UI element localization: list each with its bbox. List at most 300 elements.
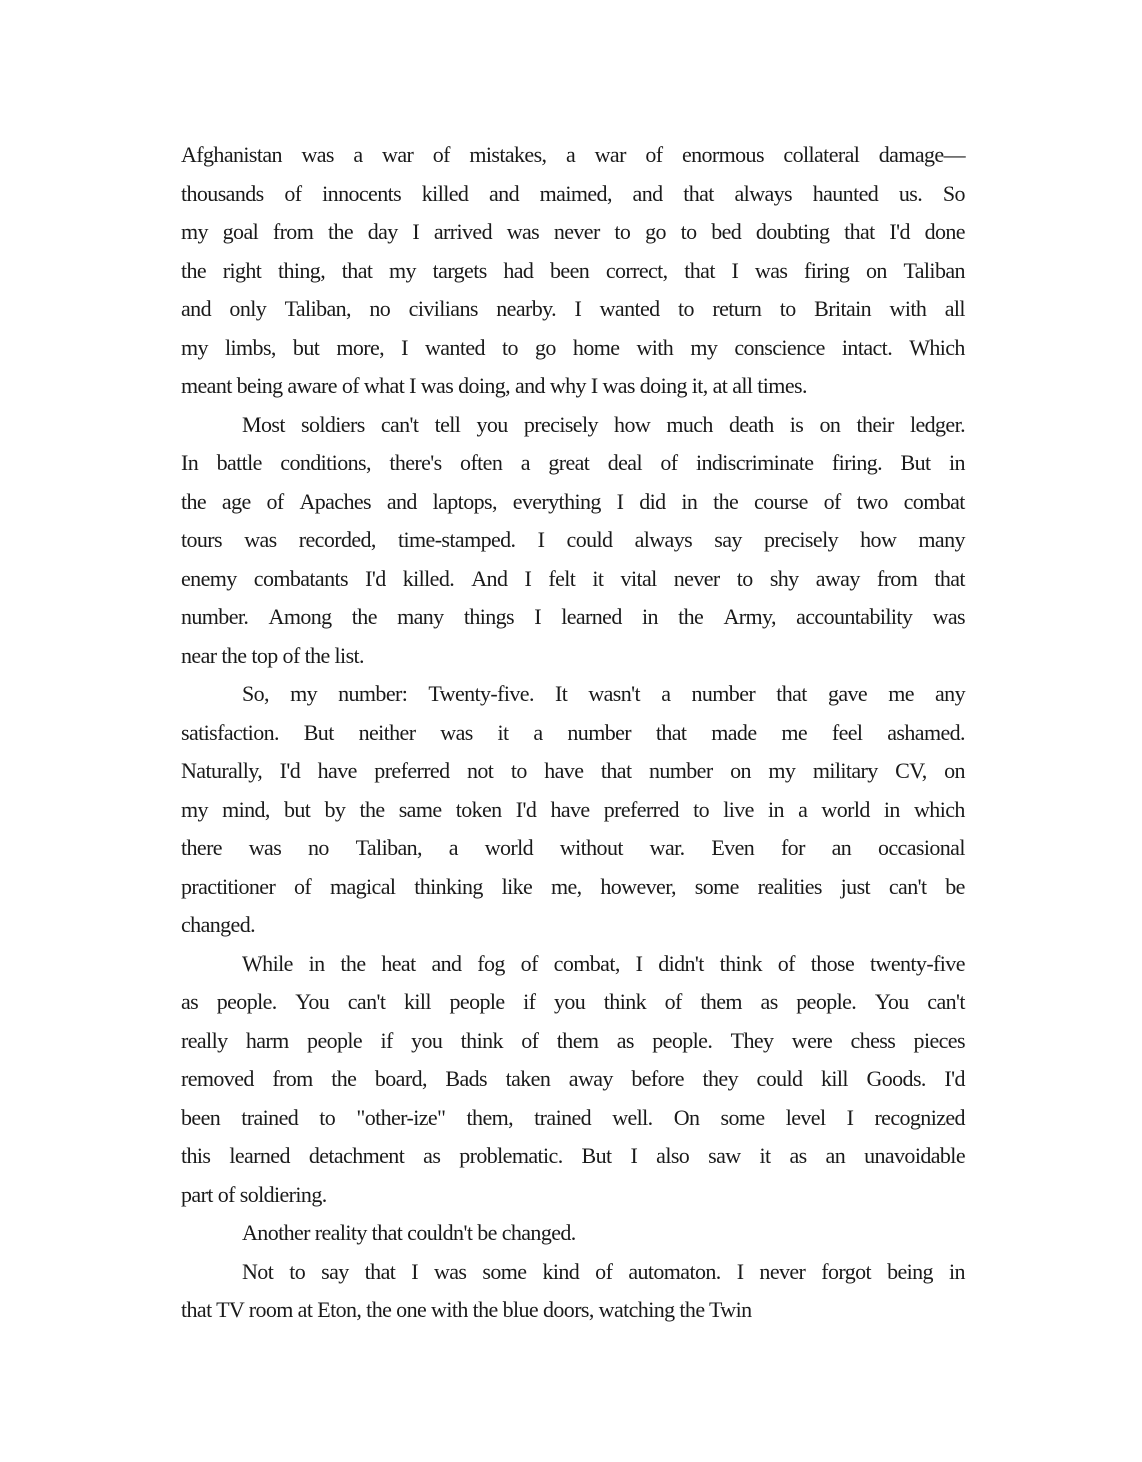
word: been [550, 257, 590, 283]
word: So, [242, 681, 269, 706]
word: in [767, 796, 784, 822]
word: which [914, 796, 965, 822]
word: age [221, 488, 251, 514]
word: I [635, 950, 643, 976]
word: more, [336, 334, 385, 360]
word: You [874, 989, 909, 1014]
word: fog [477, 950, 505, 976]
word: an [825, 1143, 846, 1168]
word: maimed, [539, 180, 612, 206]
word: same [398, 796, 442, 822]
paragraph [181, 675, 965, 945]
text-line: Another reality that couldn't be changed. [242, 1220, 576, 1245]
word: firing [804, 257, 850, 283]
text-line: that TV room at Eton, the one with the blue doors, watching the Twin [181, 1297, 752, 1322]
word: return [712, 296, 762, 321]
word: enormous [681, 142, 764, 167]
word: felt [548, 565, 576, 591]
word: in [883, 796, 900, 822]
word: on [865, 257, 887, 283]
word: precisely [763, 527, 838, 552]
word: however, [600, 873, 676, 899]
word: the [678, 604, 704, 629]
word: a [520, 450, 530, 475]
word: in [681, 488, 698, 514]
word: Army, [723, 604, 776, 629]
word: ledger. [909, 411, 965, 437]
word: realities [757, 873, 822, 899]
word: of [521, 1027, 539, 1053]
word: people [307, 1027, 363, 1053]
word: never [759, 1258, 806, 1284]
word: the [181, 488, 207, 514]
word: of [266, 488, 284, 514]
word: I [534, 604, 541, 629]
word: that [844, 219, 875, 244]
word: like [501, 873, 533, 899]
word: as [181, 989, 199, 1014]
word: wasn't [588, 681, 641, 706]
word: away [815, 565, 860, 591]
word: many [397, 604, 444, 629]
text-line [181, 136, 965, 175]
word: of [520, 950, 538, 976]
word: it [759, 1143, 771, 1168]
word: thinking [414, 873, 483, 899]
word: some [694, 873, 739, 899]
text-line [181, 290, 965, 329]
word: removed [181, 1066, 254, 1091]
text-line: meant being aware of what I was doing, and why I was doing it, at all times. [181, 373, 807, 398]
word: wanted [424, 334, 485, 360]
word: I [412, 219, 420, 244]
word: world [484, 835, 534, 860]
word: this [181, 1143, 211, 1168]
word: everything [512, 488, 601, 514]
word: learned [561, 604, 622, 629]
word: chess [850, 1027, 896, 1053]
word: you [411, 1027, 443, 1053]
word: problematic. [459, 1143, 563, 1168]
text-line [181, 1253, 965, 1292]
word: Most [242, 411, 285, 437]
word: arrived [433, 219, 492, 244]
word: the [359, 796, 385, 822]
word: people. [216, 989, 277, 1014]
word: accountability [796, 604, 913, 629]
word: number [567, 719, 631, 745]
word: all [944, 296, 965, 321]
word: Taliban, [355, 835, 422, 860]
word: you [553, 989, 586, 1014]
word: recorded, [298, 527, 376, 552]
word: my [768, 758, 796, 783]
word: could [566, 527, 613, 552]
word: occasional [877, 835, 965, 860]
word: can't [347, 989, 386, 1014]
text-line [181, 252, 965, 291]
word: kill [820, 1066, 848, 1091]
word: ashamed. [887, 719, 965, 745]
text-line [181, 1137, 965, 1176]
word: be [945, 873, 965, 899]
word: of [595, 1258, 613, 1284]
word: In [181, 450, 199, 475]
word: as [789, 1143, 807, 1168]
word: great [548, 450, 590, 475]
word: done [924, 219, 965, 244]
word: nearby. [496, 296, 556, 321]
word: that [600, 758, 632, 783]
word: think [460, 1027, 503, 1053]
word: have [317, 758, 357, 783]
word: two [856, 488, 888, 514]
word: on [730, 758, 751, 783]
word: many [918, 527, 965, 552]
word: home [572, 334, 620, 360]
word: Twenty-five. [428, 681, 534, 706]
word: You [295, 989, 330, 1014]
word: mind, [222, 796, 270, 822]
word: It [554, 681, 568, 706]
word: think [603, 989, 647, 1014]
word: I [846, 1104, 854, 1130]
word: the [713, 488, 739, 514]
text-line [181, 868, 965, 907]
word: was [506, 219, 540, 244]
word: heat [381, 950, 416, 976]
word: in [308, 950, 325, 976]
word: I'd [365, 565, 386, 591]
word: and [632, 180, 663, 206]
word: that [341, 257, 373, 283]
word: on [819, 411, 841, 437]
paragraph [181, 406, 965, 676]
word: detachment [308, 1143, 405, 1168]
word: feel [831, 719, 863, 745]
word: being [887, 1258, 933, 1284]
word: well. [612, 1104, 653, 1130]
word: automaton. [628, 1258, 721, 1284]
word: conditions, [280, 450, 371, 475]
word: Which [909, 334, 965, 360]
word: Bads [445, 1066, 488, 1091]
text-line: part of soldiering. [181, 1181, 327, 1207]
word: I [537, 527, 545, 552]
word: had [503, 257, 534, 283]
word: combat, [553, 950, 620, 976]
word: to [736, 565, 753, 591]
word: I [616, 488, 624, 514]
word: trained [534, 1104, 592, 1130]
word: some [720, 1104, 765, 1130]
word: battle [216, 450, 262, 475]
word: twenty-five [870, 950, 965, 976]
word: of [660, 450, 678, 475]
word: made [711, 719, 757, 745]
word: a [565, 142, 576, 167]
word: in [641, 604, 658, 629]
word: tell [434, 411, 461, 437]
word: goal [222, 219, 259, 244]
word: haunted [812, 180, 879, 206]
text-line [181, 406, 965, 445]
word: I [401, 334, 408, 360]
word: and [489, 180, 519, 206]
word: to [502, 334, 518, 360]
word: thing, [277, 257, 326, 283]
word: was [244, 527, 277, 552]
word: bed [711, 219, 742, 244]
text-line [181, 175, 965, 214]
word: of [664, 989, 682, 1014]
word: indiscriminate [695, 450, 814, 475]
word: thousands [181, 180, 264, 206]
word: limbs, [225, 334, 276, 360]
word: day [367, 219, 398, 244]
word: military [812, 758, 878, 783]
word: always [734, 180, 793, 206]
word: death [728, 411, 774, 437]
word: Britain [814, 296, 872, 321]
word: that [684, 257, 715, 283]
word: can't [888, 873, 927, 899]
word: world [821, 796, 870, 822]
word: conscience [734, 334, 825, 360]
word: kill [403, 989, 431, 1014]
word: as [616, 1027, 634, 1053]
word: before [631, 1066, 684, 1091]
word: wanted [599, 296, 660, 321]
word: collateral [783, 142, 860, 167]
word: to [289, 1258, 306, 1284]
word: them [556, 1027, 599, 1053]
word: laptops, [432, 488, 497, 514]
word: time-stamped. [398, 527, 516, 552]
word: a [533, 719, 543, 745]
word: no [307, 835, 329, 860]
word: to [779, 296, 796, 321]
word: gave [827, 681, 868, 706]
word: their [856, 411, 894, 437]
word: in [948, 1258, 965, 1284]
word: of [823, 488, 841, 514]
word: Goods. [866, 1066, 926, 1091]
word: my [290, 681, 317, 706]
word: I [411, 1258, 418, 1284]
text-line [181, 983, 965, 1022]
word: I [736, 1258, 744, 1284]
word: just [840, 873, 871, 899]
word: On [673, 1104, 700, 1130]
word: to [510, 758, 527, 783]
word: was [301, 142, 334, 167]
word: and [386, 488, 417, 514]
word: they [702, 1066, 738, 1091]
word: that [364, 1258, 396, 1284]
paragraph [181, 1214, 965, 1253]
word: vital [620, 565, 657, 591]
word: the [331, 1066, 357, 1091]
paragraph [181, 136, 965, 406]
word: neither [358, 719, 416, 745]
word: I [574, 296, 582, 321]
word: I [731, 257, 739, 283]
word: much [666, 411, 713, 437]
word: civilians [408, 296, 478, 321]
word: my [389, 257, 416, 283]
word: killed [421, 180, 469, 206]
word: a [353, 142, 363, 167]
word: and [431, 950, 462, 976]
word: number. [181, 604, 249, 629]
word: But [581, 1143, 612, 1168]
word: think [719, 950, 762, 976]
word: mistakes, [469, 142, 547, 167]
word: board, [374, 1066, 427, 1091]
word: of [294, 873, 312, 899]
word: no [369, 296, 391, 321]
word: CV, [895, 758, 927, 783]
word: people [449, 989, 505, 1014]
word: go [645, 219, 666, 244]
text-line [181, 714, 965, 753]
word: And [471, 565, 508, 591]
text-line [181, 1099, 965, 1138]
word: I [524, 565, 532, 591]
word: people. [652, 1027, 713, 1053]
word: They [730, 1027, 774, 1053]
word: intact. [841, 334, 893, 360]
word: But [303, 719, 334, 745]
word: Afghanistan [181, 142, 282, 167]
word: in [948, 450, 965, 475]
text-line [181, 945, 965, 984]
word: I [630, 1143, 638, 1168]
word: people. [796, 989, 857, 1014]
text-line: near the top of the list. [181, 642, 364, 668]
text-line [181, 675, 965, 714]
word: for [780, 835, 805, 860]
word: only [229, 296, 267, 321]
text-line [181, 521, 965, 560]
word: those [810, 950, 855, 976]
word: that [683, 180, 714, 206]
word: I'd [944, 1066, 965, 1091]
word: my [181, 334, 208, 360]
word: been [181, 1104, 221, 1130]
word: is [789, 411, 804, 437]
word: was [754, 257, 788, 283]
word: always [634, 527, 693, 552]
word: live [723, 796, 754, 822]
word: recognized [874, 1104, 965, 1130]
word: if [380, 1027, 393, 1053]
word: could [756, 1066, 803, 1091]
word: killed. [402, 565, 455, 591]
word: damage— [878, 142, 965, 167]
word: but [284, 796, 311, 822]
word: unavoidable [864, 1143, 965, 1168]
word: the [340, 950, 366, 976]
word: it [592, 565, 604, 591]
word: a [798, 796, 808, 822]
word: but [292, 334, 320, 360]
word: to [614, 219, 631, 244]
word: soldiers [301, 411, 365, 437]
word: of [284, 180, 302, 206]
word: practitioner [181, 873, 276, 899]
word: I'd [889, 219, 910, 244]
word: of [645, 142, 663, 167]
word: shy [769, 565, 799, 591]
word: the [351, 604, 377, 629]
word: Taliban, [284, 296, 351, 321]
word: a [448, 835, 458, 860]
word: Naturally, [181, 758, 263, 783]
text-line [181, 598, 965, 637]
word: on [944, 758, 965, 783]
word: combatants [253, 565, 348, 591]
text-line [181, 444, 965, 483]
word: didn't [658, 950, 704, 976]
word: away [568, 1066, 613, 1091]
text-line: changed. [181, 912, 255, 937]
word: war. [649, 835, 685, 860]
word: of [777, 950, 795, 976]
word: correct, [605, 257, 668, 283]
word: with [636, 334, 674, 360]
word: and [181, 296, 211, 321]
word: to [678, 296, 694, 321]
word: tours [181, 527, 223, 552]
word: Taliban [903, 257, 965, 283]
word: have [550, 796, 590, 822]
word: how [860, 527, 897, 552]
word: preferred [603, 796, 679, 822]
word: things [463, 604, 514, 629]
word: So [942, 180, 965, 206]
word: to [693, 796, 710, 822]
word: the [327, 219, 354, 244]
text-line [181, 1060, 965, 1099]
word: But [900, 450, 931, 475]
word: how [614, 411, 651, 437]
word: never [673, 565, 720, 591]
word: learned [229, 1143, 290, 1168]
word: my [181, 219, 208, 244]
word: by [324, 796, 346, 822]
word: preferred [374, 758, 450, 783]
text-line [181, 213, 965, 252]
word: level [785, 1104, 826, 1130]
word: as [760, 989, 778, 1014]
word: was [440, 719, 473, 745]
word: with [889, 296, 927, 321]
word: that [776, 681, 807, 706]
word: as [423, 1143, 441, 1168]
word: if [523, 989, 536, 1014]
word: combat [903, 488, 965, 514]
word: trained [241, 1104, 299, 1130]
word: really [181, 1027, 228, 1053]
word: number [691, 681, 756, 706]
word: deal [607, 450, 642, 475]
word: I'd [515, 796, 537, 822]
word: some [482, 1258, 527, 1284]
word: I'd [279, 758, 301, 783]
text-line [181, 329, 965, 368]
